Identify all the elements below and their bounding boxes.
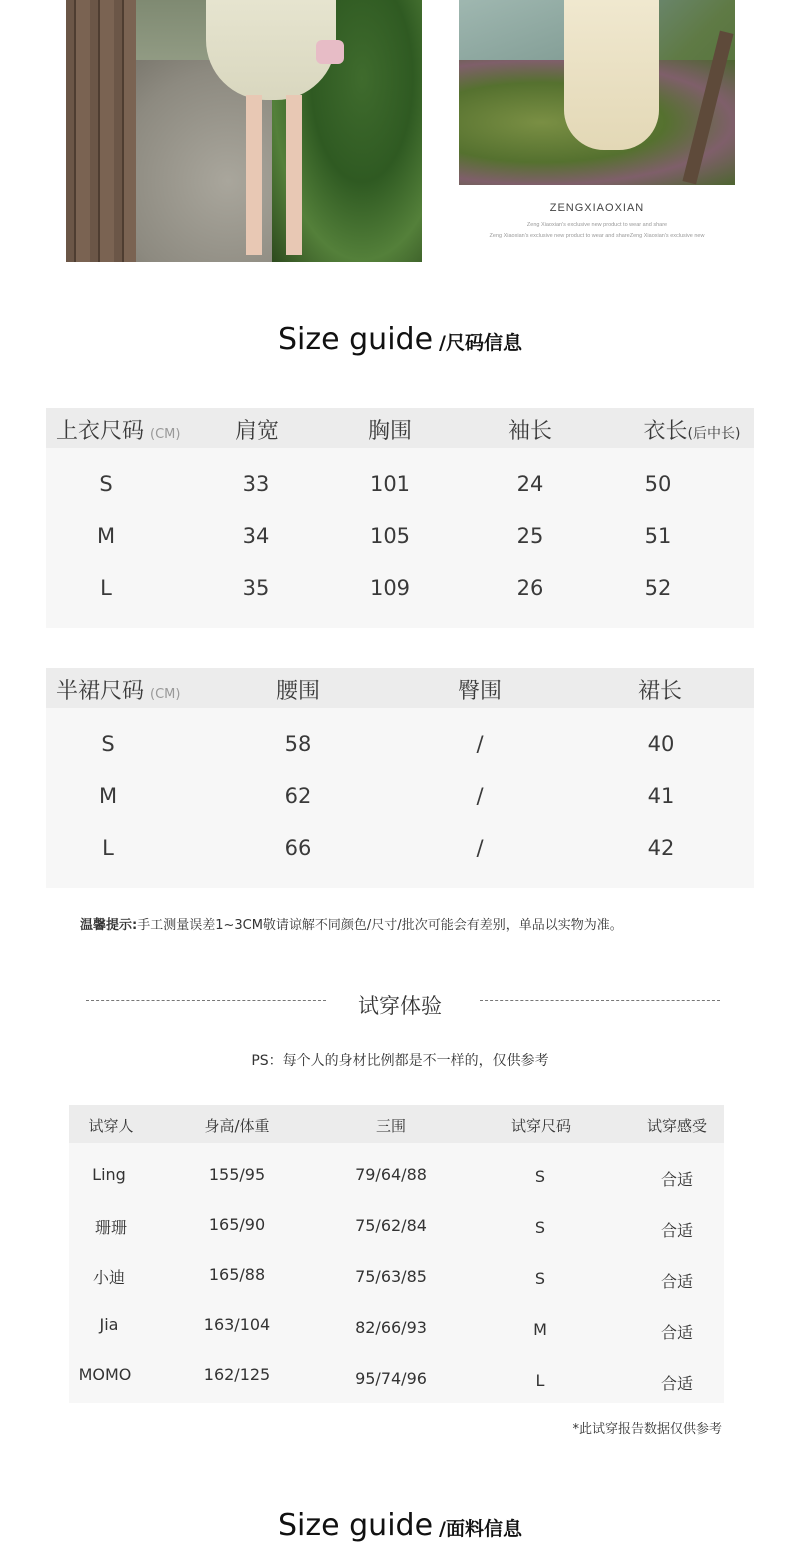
photo-caption-line: Zeng Xiaoxian's exclusive new product to wear and shareZeng Xiaoxian's exclusive new <box>489 233 705 239</box>
height-weight: 155/95 <box>208 1165 266 1184</box>
tryon-footnote: *此试穿报告数据仅供参考 <box>572 1422 722 1437</box>
top-size-table <box>46 408 754 628</box>
size-cell: M <box>96 524 116 548</box>
tester-name: Ling <box>92 1165 126 1184</box>
tried-size: S <box>534 1218 546 1237</box>
column-header: 腰围 <box>275 679 321 704</box>
value-cell: 25 <box>516 524 544 548</box>
value-cell: 40 <box>647 732 675 756</box>
tester-name: MOMO <box>78 1365 132 1384</box>
column-header: 身高/体重 <box>204 1117 270 1135</box>
size-guide-subtitle: /尺码信息 <box>439 332 522 354</box>
fabric-guide-title: Size guide <box>278 1508 434 1543</box>
tester-name: 珊珊 <box>94 1218 128 1237</box>
fit-feeling: 合适 <box>660 1221 694 1240</box>
unit-label: (CM) <box>150 687 181 702</box>
column-header: 试穿感受 <box>646 1117 708 1135</box>
table-title-text: 上衣尺码 <box>56 419 145 444</box>
model-photo-waterside <box>459 0 735 185</box>
measurements: 75/62/84 <box>355 1216 427 1235</box>
pink-bag <box>316 40 344 64</box>
column-header: 袖长 <box>507 419 553 444</box>
column-header: 胸围 <box>367 419 413 444</box>
measurements: 79/64/88 <box>355 1165 427 1184</box>
column-header: 试穿人 <box>88 1117 134 1135</box>
model-photo-garden <box>66 0 422 262</box>
value-cell: 62 <box>284 784 312 808</box>
unit-label: (CM) <box>150 427 181 442</box>
measurements: 95/74/96 <box>355 1369 427 1388</box>
column-header: 试穿尺码 <box>510 1117 572 1135</box>
size-cell: L <box>100 576 112 600</box>
fabric-guide-heading <box>0 1508 800 1543</box>
value-cell: 34 <box>242 524 270 548</box>
value-cell: 50 <box>644 472 672 496</box>
fit-feeling: 合适 <box>660 1374 694 1393</box>
size-cell: S <box>101 732 115 756</box>
value-cell: 42 <box>647 836 675 860</box>
fit-feeling: 合适 <box>660 1170 694 1189</box>
value-cell: 41 <box>647 784 675 808</box>
tried-size: M <box>533 1320 547 1339</box>
tryon-table <box>69 1105 724 1403</box>
value-cell: 35 <box>242 576 270 600</box>
measurements: 75/63/85 <box>355 1267 427 1286</box>
tester-name: 小迪 <box>92 1268 126 1287</box>
value-cell: 33 <box>242 472 270 496</box>
dashed-divider <box>480 1000 720 1001</box>
measurements: 82/66/93 <box>355 1318 427 1337</box>
column-header: 裙长 <box>637 679 683 704</box>
height-weight: 163/104 <box>203 1315 271 1334</box>
photo-caption-line: Zeng Xiaoxian's exclusive new product to wear and share <box>526 222 668 228</box>
value-cell: 24 <box>516 472 544 496</box>
column-header: 三围 <box>375 1117 407 1135</box>
column-note: (后中长) <box>687 426 741 442</box>
value-cell: 109 <box>369 576 411 600</box>
skirt-size-table <box>46 668 754 888</box>
height-weight: 162/125 <box>203 1365 271 1384</box>
fit-feeling: 合适 <box>660 1272 694 1291</box>
value-cell: 51 <box>644 524 672 548</box>
tryon-note: PS：每个人的身材比例都是不一样的，仅供参考 <box>251 1053 549 1069</box>
value-cell: 26 <box>516 576 544 600</box>
value-cell: 105 <box>369 524 411 548</box>
knit-dress <box>564 0 659 150</box>
value-cell: 58 <box>284 732 312 756</box>
tip-text: 手工测量误差1~3CM敬请谅解不同颜色/尺寸/批次可能会有差别，单品以实物为准。 <box>137 918 623 933</box>
table-title-text: 半裙尺码 <box>56 679 145 704</box>
wooden-wall <box>66 0 136 262</box>
column-header: 臀围 <box>457 679 503 704</box>
size-guide-title: Size guide <box>278 322 434 357</box>
tip-label: 温馨提示: <box>80 918 138 933</box>
value-cell: / <box>476 784 484 808</box>
value-cell: 101 <box>369 472 411 496</box>
size-guide-heading <box>0 322 800 357</box>
size-cell: M <box>98 784 118 808</box>
column-header: 肩宽 <box>234 419 280 444</box>
tried-size: S <box>534 1167 546 1186</box>
photo-caption-title: ZENGXIAOXIAN <box>549 202 645 214</box>
value-cell: / <box>476 836 484 860</box>
fit-feeling: 合适 <box>660 1323 694 1342</box>
tried-size: L <box>535 1371 545 1390</box>
tester-name: Jia <box>99 1315 119 1334</box>
fabric-guide-subtitle: /面料信息 <box>439 1518 522 1540</box>
tryon-title: 试穿体验 <box>358 994 442 1018</box>
measurement-tip <box>80 914 623 933</box>
table-title <box>56 674 180 705</box>
column-header <box>644 414 741 445</box>
height-weight: 165/88 <box>208 1265 266 1284</box>
tried-size: S <box>534 1269 546 1288</box>
size-cell: S <box>99 472 113 496</box>
height-weight: 165/90 <box>208 1215 266 1234</box>
table-title <box>56 414 180 445</box>
value-cell: 52 <box>644 576 672 600</box>
model-legs <box>236 95 316 255</box>
size-cell: L <box>102 836 114 860</box>
value-cell: / <box>476 732 484 756</box>
value-cell: 66 <box>284 836 312 860</box>
column-header-text: 衣长 <box>643 419 688 444</box>
